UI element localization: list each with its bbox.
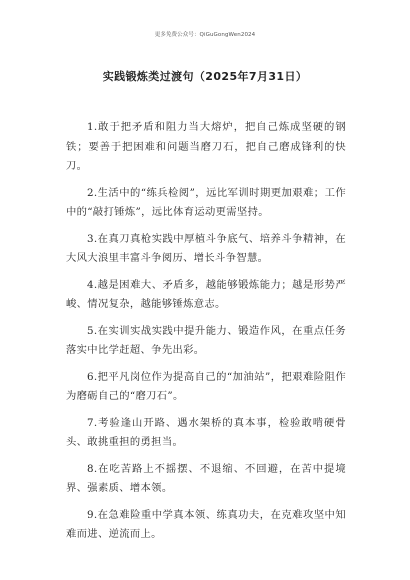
- paragraph-1: 1.敢于把矛盾和阻力当大熔炉，把自己炼成坚硬的钢铁；要善于把困难和问题当磨刀石，把自己磨成锋利的快刀。: [66, 121, 346, 172]
- paragraph-5: 5.在实训实战实践中提升能力、锻造作风，在重点任务落实中比学赶超、争先出彩。: [66, 324, 346, 356]
- paragraph-2: 2.生活中的“练兵检阅”，远比军训时期更加艰难；工作中的“敲打锤炼”，远比体育运动更需坚持。: [66, 186, 346, 218]
- paragraph-4: 4.越是困难大、矛盾多，越能够锻炼能力；越是形势严峻、情况复杂，越能够锤炼意志。: [66, 278, 346, 310]
- paragraph-3: 3.在真刀真枪实践中厚植斗争底气、培养斗争精神，在大风大浪里丰富斗争阅历、增长斗争智慧。: [66, 232, 346, 264]
- document-body: [66, 118, 346, 552]
- document-title: 实践锻炼类过渡句（2025年7月31日）: [102, 70, 308, 83]
- paragraph-6: 6.把平凡岗位作为提高自己的“加油站”，把艰难险阻作为磨砺自己的“磨刀石”。: [66, 370, 346, 402]
- header-note: 更多免费公众号：QiGuGongWen2024: [154, 32, 256, 38]
- paragraph-8: 8.在吃苦路上不摇摆、不退缩、不回避，在苦中提境界、强素质、增本领。: [66, 462, 346, 494]
- paragraph-7: 7.考验逢山开路、遇水架桥的真本事，检验敢啃硬骨头、敢挑重担的勇担当。: [66, 416, 346, 448]
- paragraph-9: 9.在急难险重中学真本领、练真功夫，在克难攻坚中知难而进、逆流而上。: [66, 508, 346, 540]
